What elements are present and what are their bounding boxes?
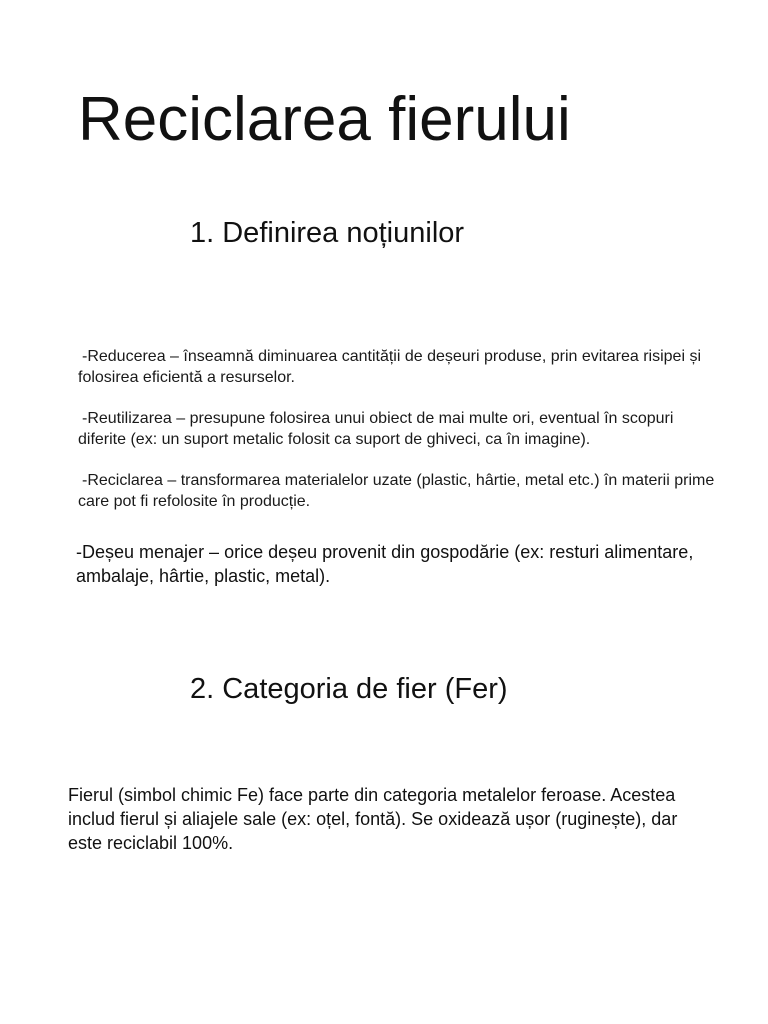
definitions-list (78, 346, 718, 512)
section-heading-definitions: 1. Definirea noțiunilor (190, 217, 465, 249)
section-heading-category: 2. Categoria de fier (Fer) (190, 673, 508, 705)
definition-deseu-menajer: -Deșeu menajer – orice deșeu provenit din gospodărie (ex: resturi alimentare, ambalaje, hârtie, plastic, metal). (76, 542, 694, 586)
definition-reutilizarea: -Reutilizarea – presupune folosirea unui obiect de mai multe ori, eventual în scopuri diferite (ex: un suport metalic folosit ca suport de ghiveci, ca în imagine). (78, 410, 674, 448)
definition-reducerea: -Reducerea – înseamnă diminuarea cantității de deșeuri produse, prin evitarea risipei și folosirea eficientă a resurselor. (78, 348, 701, 386)
document-title: Reciclarea fierului (78, 85, 571, 154)
category-paragraph: Fierul (simbol chimic Fe) face parte din categoria metalelor feroase. Acestea includ fierul și aliajele sale (ex: oțel, fontă). Se oxidează ușor (ruginește), dar este reciclabil 100%. (68, 785, 678, 853)
definition-reciclarea: -Reciclarea – transformarea materialelor uzate (plastic, hârtie, metal etc.) în materii prime care pot fi refolosite în producție. (78, 472, 715, 510)
